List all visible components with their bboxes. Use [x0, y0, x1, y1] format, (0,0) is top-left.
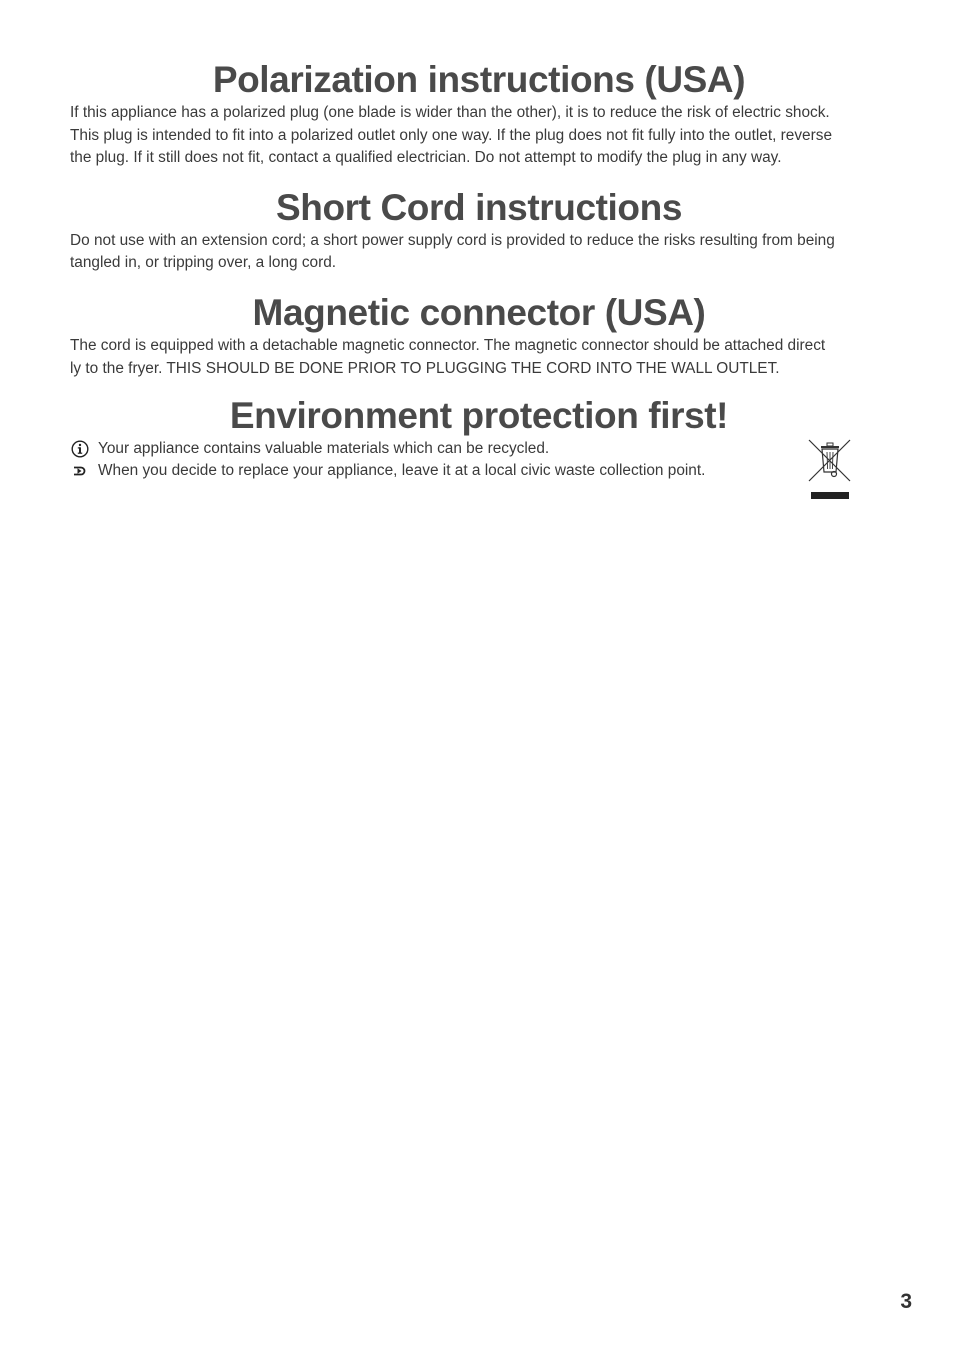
section-short-cord: [70, 186, 888, 275]
text-line: ly to the fryer. THIS SHOULD BE DONE PRIOR TO PLUGGING THE CORD INTO THE WALL OUTLET.: [70, 359, 780, 377]
document-page: [70, 58, 888, 482]
page-number: 3: [900, 1290, 912, 1313]
heading-short-cord: Short Cord instructions: [275, 186, 683, 228]
text-line: If this appliance has a polarized plug (one blade is wider than the other), it is to reduce the risk of electric shock.: [70, 104, 830, 121]
heading-magnetic-connector: Magnetic connector (USA): [252, 291, 706, 333]
text-line: Do not use with an extension cord; a short power supply cord is provided to reduce the risks resulting from being: [70, 231, 835, 249]
paragraph-magnetic-connector: [70, 335, 888, 380]
section-magnetic-connector: [70, 291, 888, 380]
section-environment: [70, 394, 888, 482]
bullet-collection-point: [70, 460, 888, 482]
heading-environment: Environment protection first!: [229, 395, 729, 437]
section-polarization: [70, 58, 888, 170]
crossed-out-wheelie-bin-icon: [807, 438, 853, 502]
bullet-text: Your appliance contains valuable materials which can be recycled.: [98, 440, 550, 458]
arrow-right-icon: [70, 461, 90, 481]
text-line: This plug is intended to fit into a polarized outlet only one way. If the plug does not fit fully into the outlet, reverse: [70, 126, 833, 144]
text-line: The cord is equipped with a detachable magnetic connector. The magnetic connector should be attached direct: [70, 336, 826, 354]
text-line: tangled in, or tripping over, a long cord.: [70, 254, 337, 272]
heading-polarization: Polarization instructions (USA): [212, 59, 746, 100]
paragraph-short-cord: [70, 230, 888, 275]
info-icon: [70, 439, 90, 459]
text-line: the plug. If it still does not fit, contact a qualified electrician. Do not attempt to modify the plug in any way.: [70, 149, 782, 167]
paragraph-polarization: [70, 102, 888, 170]
bullet-recyclable: [70, 438, 888, 460]
bullet-text: When you decide to replace your appliance, leave it at a local civic waste collection point.: [98, 462, 706, 480]
